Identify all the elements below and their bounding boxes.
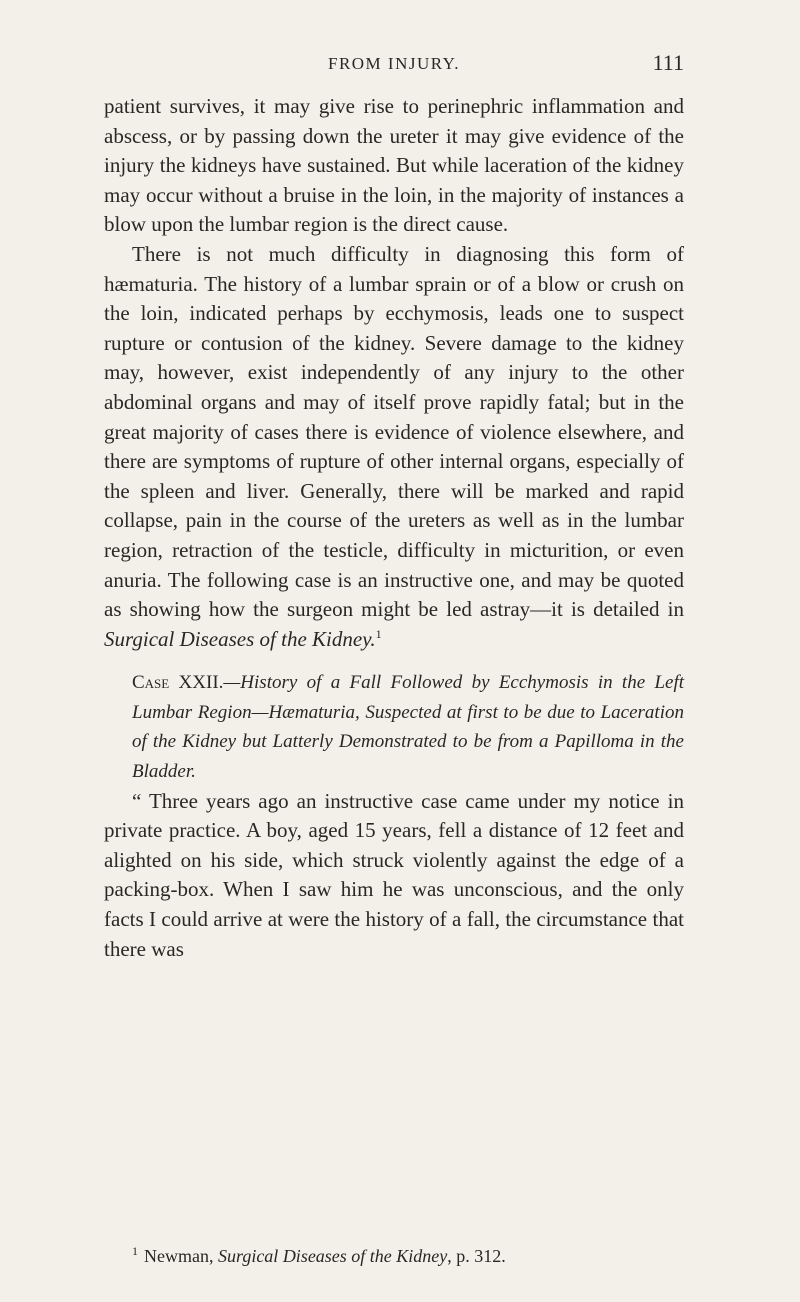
book-title-italic: Surgical Diseases of the Kidney.: [104, 626, 376, 651]
footnote-rest: , p. 312.: [447, 1246, 506, 1266]
footnote: [132, 1244, 692, 1267]
paragraph-2-text: There is not much difficulty in diagnosing this form of hæmaturia. The history of a lumbar sprain or of a blow or crush on the loin, indicated perhaps by ecchymosis, leads one to suspect rupture or contusion of the kidney. Severe damage to the kidney may, however, exist independently of any injury to the other abdominal organs and may of itself prove rapidly fatal; but in the great majority of cases there is evidence of violence elsewhere, and there are symptoms of rupture of other internal organs, especially of the spleen and liver. Generally, there will be marked and rapid collapse, pain in the course of the ureters as well as in the lumbar region, retraction of the testicle, difficulty in micturition, or even anuria. The following case is an instructive one, and may be quoted as showing how the surgeon might be led astray—it is detailed in: [104, 241, 684, 622]
footnote-mark: 1: [132, 1244, 138, 1258]
paragraph-2: [104, 240, 684, 654]
quote-paragraph: “ Three years ago an instructive case came under my notice in private practice. A boy, aged 15 years, fell a distance of 12 feet and alighted on his side, which struck violently against the edge of a packing-box. When I saw him he was unconscious, and the only facts I could arrive at were the history of a fall, the circumstance that there was: [104, 788, 684, 961]
page-header: [104, 50, 684, 80]
page-number: 111: [652, 50, 684, 75]
footnote-author: Newman,: [144, 1246, 218, 1266]
case-title: —History of a Fall Followed by Ecchymosis in the Left Lumbar Region—Hæmaturia, Suspected at first to be due to Laceration of the Kidney but Latterly Demonstrated to be from a Papilloma in the Bladder.: [132, 672, 684, 783]
body-text: [104, 92, 684, 964]
running-head: FROM INJURY.: [327, 54, 460, 73]
case-heading: [104, 668, 684, 786]
case-label: Case XXII.: [132, 672, 224, 694]
paragraph-1: patient survives, it may give rise to perinephric inflammation and abscess, or by passing down the ureter it may give evidence of the injury the kidneys have sustained. But while laceration of the kidney may occur without a bruise in the loin, in the majority of instances a blow upon the lumbar region is the direct cause.: [104, 94, 684, 237]
footnote-reference: 1: [375, 626, 382, 641]
footnote-title: Surgical Diseases of the Kidney: [217, 1246, 448, 1266]
